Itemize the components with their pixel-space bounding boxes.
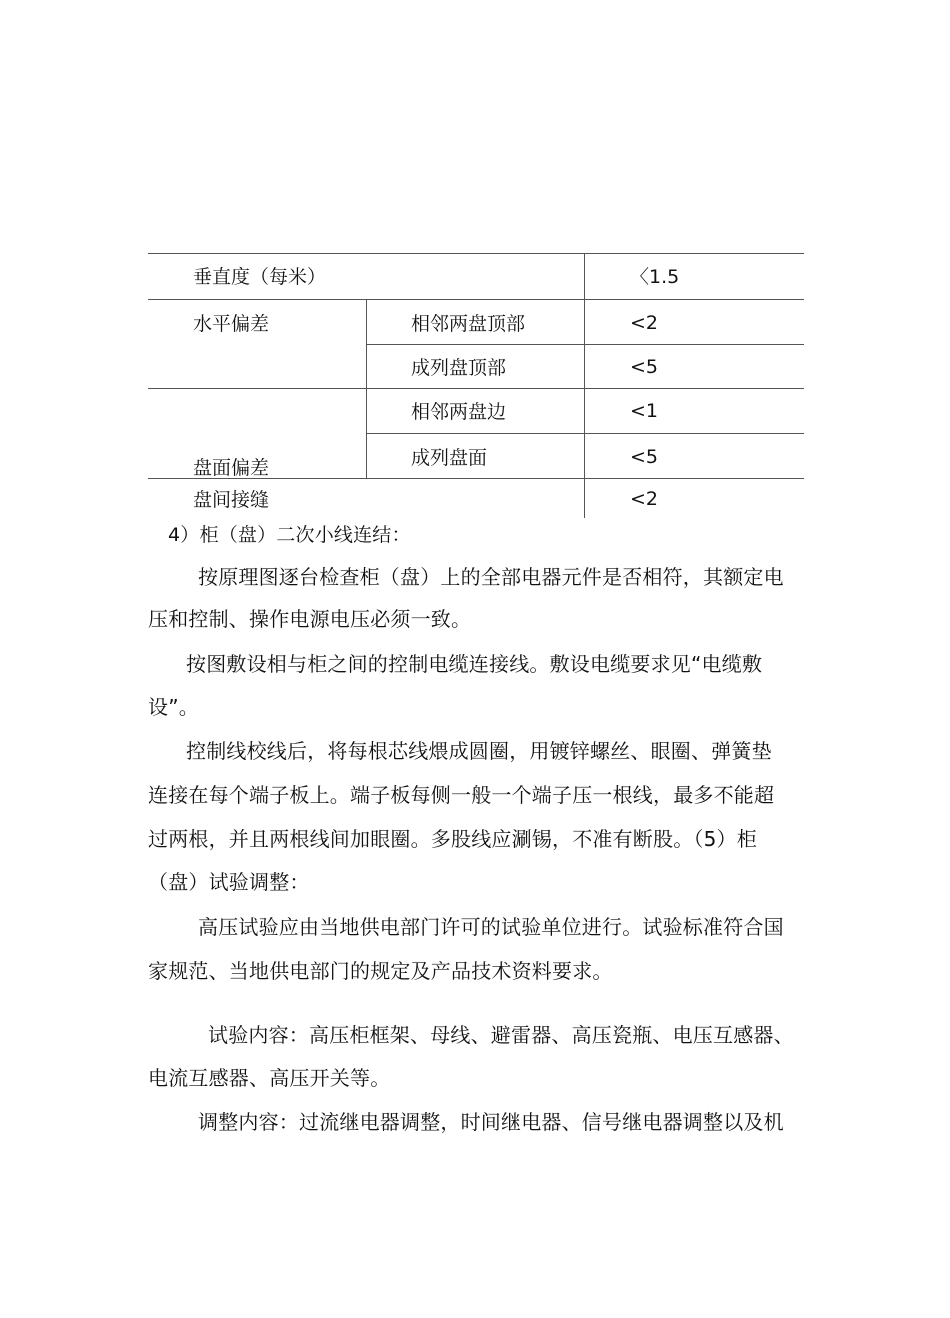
table-label-cell: 盘间接缝 [193, 489, 270, 511]
table-label-cell: 水平偏差 [193, 313, 270, 335]
table-row-divider [148, 388, 804, 389]
table-label-cell: 垂直度（每米） [193, 266, 327, 288]
paragraph-line: 控制线校线后，将每根芯线煨成圆圈，用镀锌螺丝、眼圈、弹簧垫 [186, 739, 772, 763]
table-row-divider [148, 299, 804, 300]
table-top-border [148, 253, 804, 254]
table-value-cell: <1 [630, 400, 659, 422]
table-sub-cell: 相邻两盘顶部 [411, 313, 526, 335]
table-value-cell: <5 [630, 446, 659, 468]
table-value-cell: <2 [630, 488, 659, 510]
table-column-divider [584, 253, 585, 518]
table-sub-cell: 成列盘顶部 [411, 357, 507, 379]
paragraph-line: 调整内容：过流继电器调整，时间继电器、信号继电器调整以及机 [198, 1110, 784, 1134]
paragraph-line: 过两根，并且两根线间加眼圈。多股线应涮锡，不准有断股。（5）柜 [148, 827, 757, 851]
paragraph-line: 按原理图逐台检查柜（盘）上的全部电器元件是否相符，其额定电 [198, 565, 784, 589]
table-value-cell: 〈1.5 [630, 266, 680, 288]
table-label-cell: 盘面偏差 [193, 457, 270, 479]
paragraph-line: 试验内容：高压柜框架、母线、避雷器、高压瓷瓶、电压互感器、 [208, 1023, 794, 1047]
paragraph-line: （盘）试验调整： [148, 870, 310, 894]
paragraph-line: 连接在每个端子板上。端子板每侧一般一个端子压一根线，最多不能超 [148, 783, 775, 807]
table-sub-cell: 相邻两盘边 [411, 401, 507, 423]
paragraph-line: 按图敷设相与柜之间的控制电缆连接线。敷设电缆要求见“电缆敷 [186, 652, 763, 676]
table-value-cell: <2 [630, 312, 659, 334]
paragraph-line: 设”。 [148, 695, 199, 719]
table-row-divider [366, 344, 804, 345]
paragraph-line: 家规范、当地供电部门的规定及产品技术资料要求。 [148, 959, 613, 983]
table-value-cell: <5 [630, 356, 659, 378]
table-column-divider [366, 299, 367, 478]
paragraph-line: 压和控制、操作电源电压必须一致。 [148, 607, 472, 631]
table-row-divider [366, 433, 804, 434]
table-sub-cell: 成列盘面 [411, 447, 488, 469]
paragraph-line: 电流互感器、高压开关等。 [148, 1066, 391, 1090]
paragraph-line: 高压试验应由当地供电部门许可的试验单位进行。试验标准符合国 [198, 915, 784, 939]
section-heading: 4）柜（盘）二次小线连结： [168, 524, 411, 546]
